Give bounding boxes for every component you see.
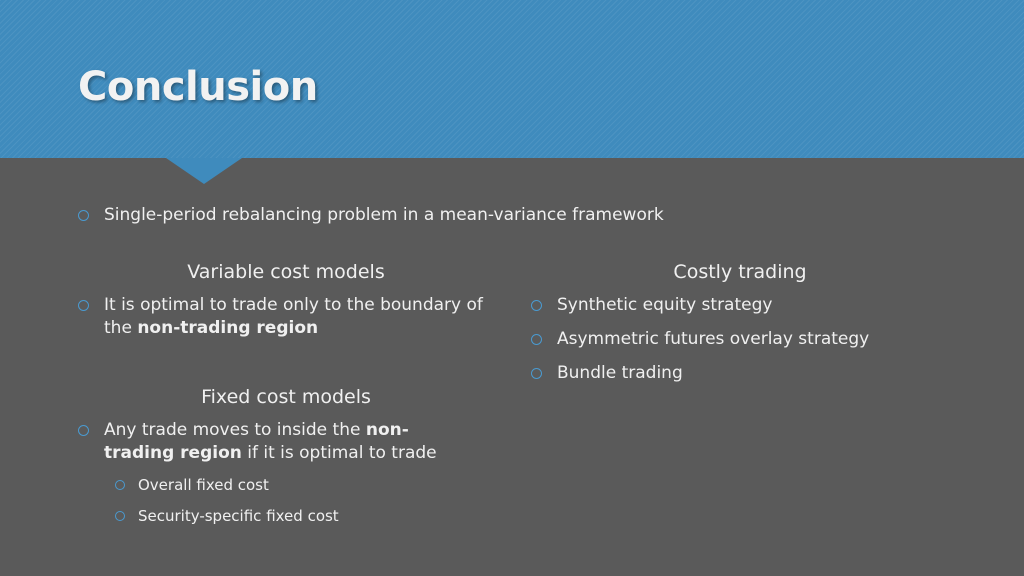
title-banner-pointer xyxy=(166,158,242,184)
bullet-circle-icon xyxy=(531,300,542,311)
bullet-circle-icon xyxy=(531,334,542,345)
sub-bullet-security-fixed-cost xyxy=(115,506,495,526)
intro-bullet xyxy=(78,204,938,227)
title-banner xyxy=(0,0,1024,158)
fixed-cost-bullet-text xyxy=(104,419,458,465)
fixed-cost-heading: Fixed cost models xyxy=(201,386,371,408)
sub-bullet-text: Overall fixed cost xyxy=(138,476,269,494)
variable-cost-bullet xyxy=(78,294,498,340)
bullet-circle-icon xyxy=(78,210,89,221)
variable-bullet-bold: non-trading region xyxy=(137,318,319,338)
right-bullet-text: Synthetic equity strategy xyxy=(557,295,773,315)
variable-cost-heading: Variable cost models xyxy=(187,261,385,283)
bullet-circle-icon xyxy=(115,511,125,521)
fixed-bullet-bold: non-trading region xyxy=(104,420,409,463)
fixed-bullet-post: if it is optimal to trade xyxy=(241,443,437,463)
right-bullet-futures-overlay xyxy=(531,328,951,351)
right-bullet-text: Asymmetric futures overlay strategy xyxy=(557,329,870,349)
sub-bullet-overall-fixed-cost xyxy=(115,475,495,495)
right-bullet-synthetic-equity xyxy=(531,294,951,317)
right-bullet-bundle-trading xyxy=(531,362,951,385)
slide-title: Conclusion xyxy=(78,64,318,110)
fixed-bullet-pre: Any trade moves to inside the xyxy=(104,420,366,440)
fixed-cost-bullet xyxy=(78,419,458,465)
bullet-circle-icon xyxy=(78,300,89,311)
bullet-circle-icon xyxy=(531,368,542,379)
right-bullet-text: Bundle trading xyxy=(557,363,683,383)
intro-bullet-text: Single-period rebalancing problem in a mean-variance framework xyxy=(104,205,664,225)
sub-bullet-text: Security-specific fixed cost xyxy=(138,507,339,525)
bullet-circle-icon xyxy=(78,425,89,436)
variable-bullet-pre: It is optimal to trade only to the boundary of the xyxy=(104,295,483,338)
bullet-circle-icon xyxy=(115,480,125,490)
variable-cost-bullet-text xyxy=(104,294,498,340)
costly-trading-heading: Costly trading xyxy=(673,261,807,283)
